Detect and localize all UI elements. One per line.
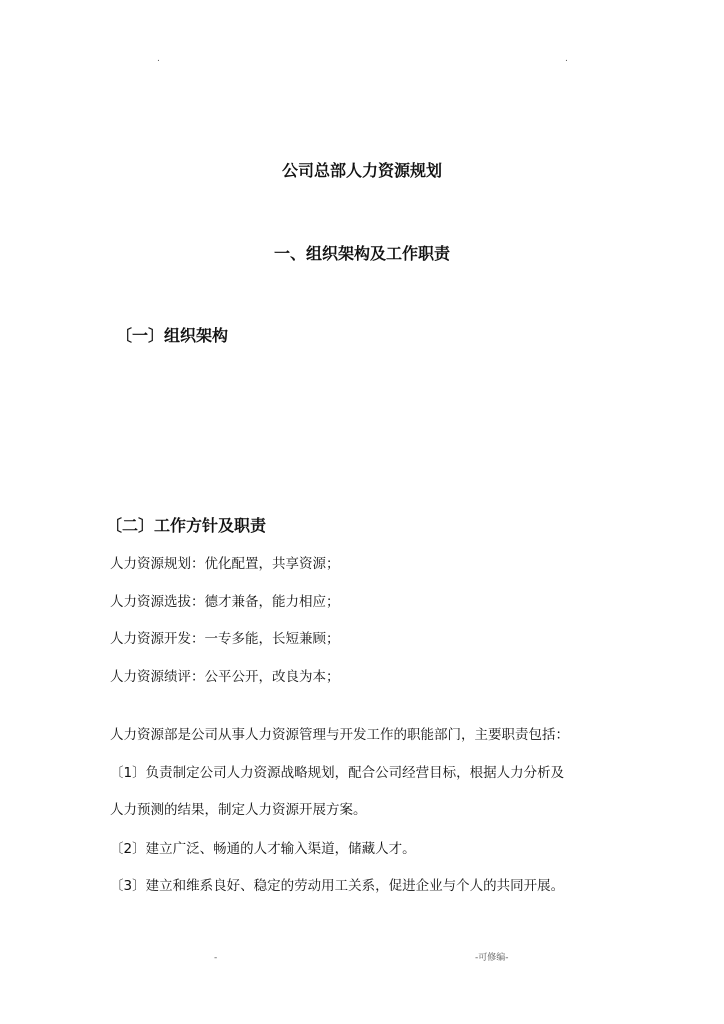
header-left-mark: . [157, 54, 160, 64]
duty-line: 〔2〕建立广泛、畅通的人才输入渠道，储藏人才。 [110, 841, 416, 857]
footer-left-mark: - [214, 953, 218, 963]
document-title: 公司总部人力资源规划 [281, 161, 442, 180]
duty-line: 人力预测的结果，制定人力资源开展方案。 [110, 802, 367, 818]
subsection-heading-policy-duties: 〔二〕工作方针及职责 [106, 516, 267, 535]
header-right-mark: . [565, 54, 568, 64]
section-heading: 一、组织架构及工作职责 [273, 244, 450, 263]
duty-line: 〔1〕负责制定公司人力资源战略规划，配合公司经营目标，根据人力分析及 [110, 765, 565, 781]
principle-line: 人力资源绩评：公平公开，改良为本； [110, 669, 340, 685]
footer-right-mark: -可修编- [475, 953, 509, 963]
principle-line: 人力资源开发：一专多能，长短兼顾； [110, 631, 340, 647]
department-intro: 人力资源部是公司从事人力资源管理与开发工作的职能部门，主要职责包括： [110, 727, 569, 743]
subsection-heading-org-structure: 〔一〕组织架构 [116, 326, 229, 345]
principle-line: 人力资源规划：优化配置，共享资源； [110, 556, 340, 572]
duty-line: 〔3〕建立和维系良好、稳定的劳动用工关系，促进企业与个人的共同开展。 [110, 878, 565, 894]
principle-line: 人力资源选拔：德才兼备，能力相应； [110, 594, 340, 610]
